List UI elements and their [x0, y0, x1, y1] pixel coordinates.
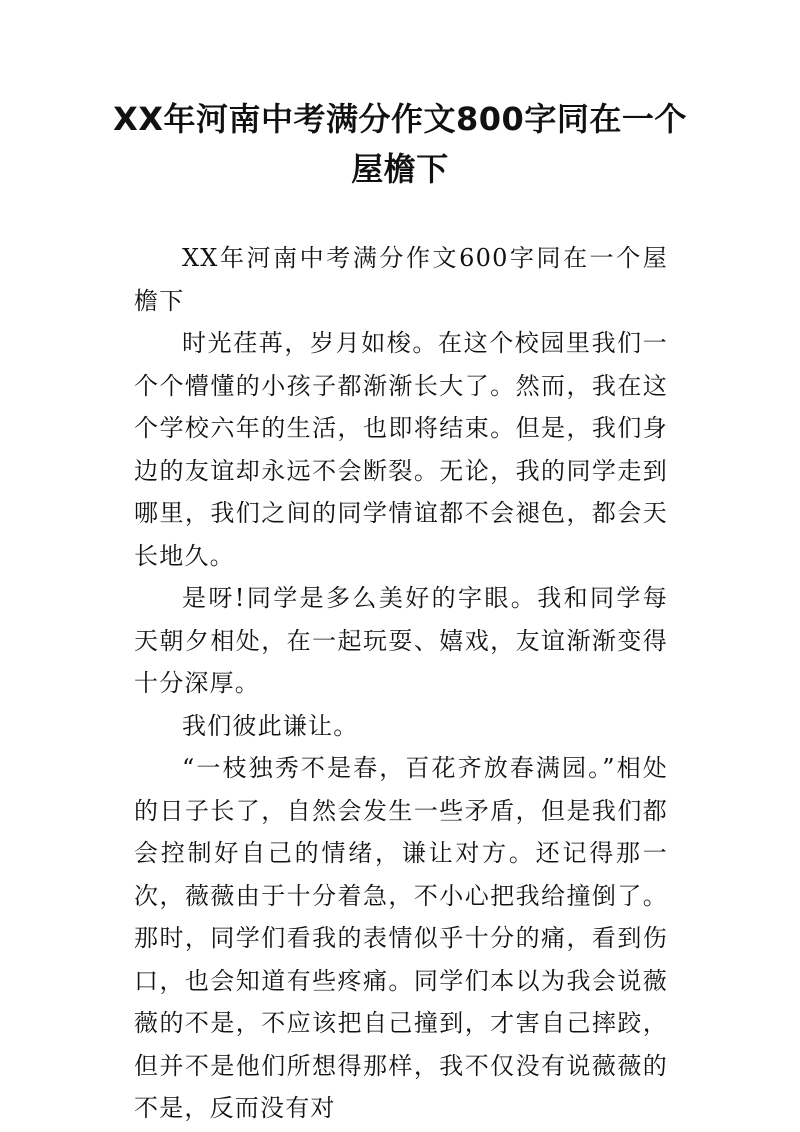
- paragraph-3: 我们彼此谦让。: [182, 711, 359, 740]
- paragraph-1: 时光荏苒，岁月如梭。在这个校园里我们一个个懵懂的小孩子都渐渐长大了。然而，我在这个学校六年的生活，也即将结束。但是，我们身边的友谊却永远不会断裂。无论，我的同学走到哪里，我们之间的同学情谊都不会褪色，都会天长地久。: [134, 329, 668, 570]
- document-title: XX年河南中考满分作文800字同在一个屋檐下: [113, 100, 687, 188]
- document-body: [134, 237, 668, 1130]
- paragraph-subtitle: XX年河南中考满分作文600字同在一个屋檐下: [134, 244, 668, 315]
- paragraph-4: “一枝独秀不是春，百花齐放春满园。”相处的日子长了，自然会发生一些矛盾，但是我们都会控制好自己的情绪，谦让对方。还记得那一次，薇薇由于十分着急，不小心把我给撞倒了。那时，同学们看我的表情似乎十分的痛，看到伤口，也会知道有些疼痛。同学们本以为我会说薇薇的不是，不应该把自己撞到，才害自己摔跤，但并不是他们所想得那样，我不仅没有说薇薇的不是，反而没有对: [134, 754, 668, 1122]
- paragraph-2: 是呀!同学是多么美好的字眼。我和同学每天朝夕相处，在一起玩耍、嬉戏，友谊渐渐变得十分深厚。: [134, 584, 668, 697]
